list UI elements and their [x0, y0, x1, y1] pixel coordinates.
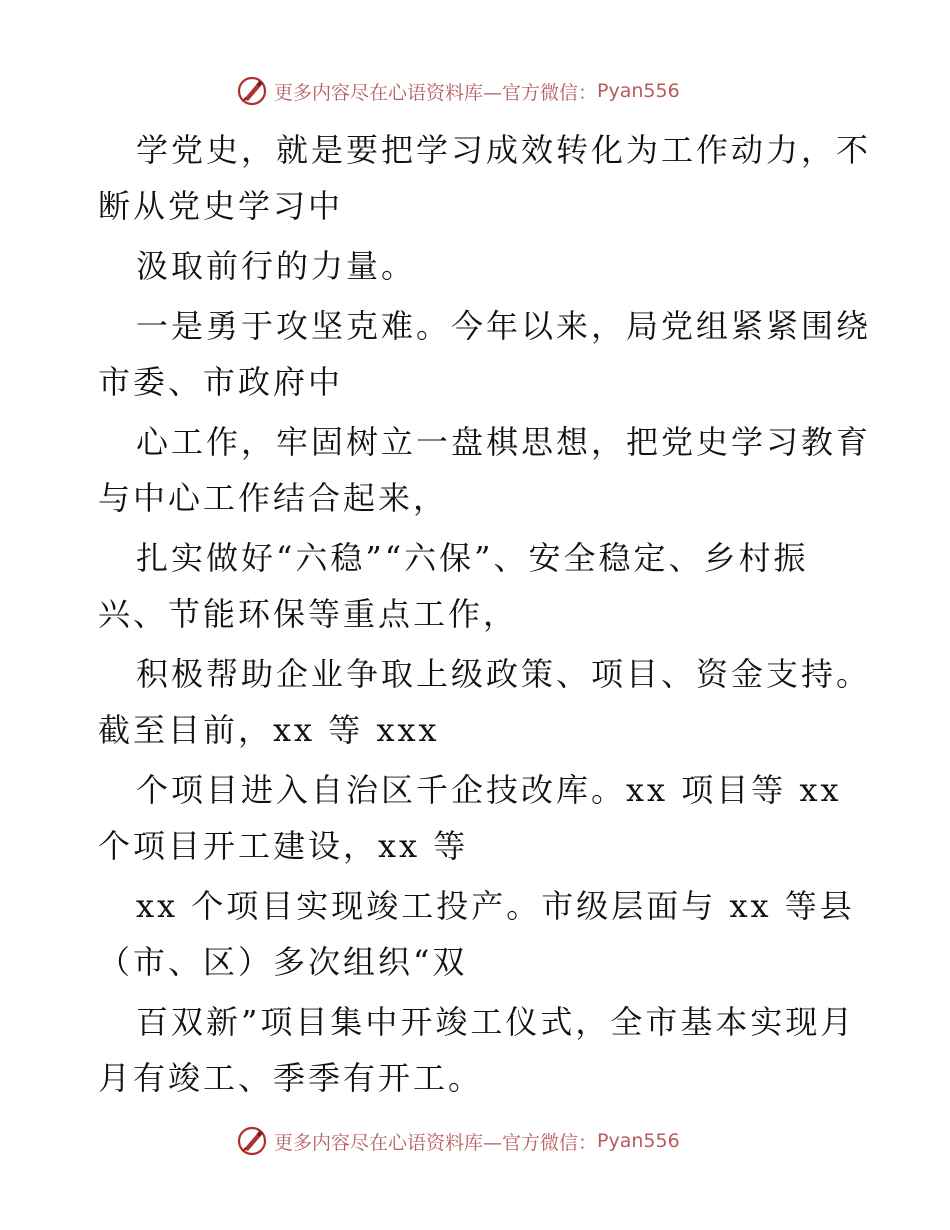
text-line: 扎实做好“六稳”“六保”、安全稳定、乡村振	[136, 539, 809, 577]
text-line: xx 个项目实现竣工投产。市级层面与 xx 等县	[136, 887, 855, 925]
text-line: 个项目开工建设，xx 等	[98, 827, 469, 865]
text-line: 与中心工作结合起来，	[98, 479, 449, 517]
text-line: 百双新”项目集中开竣工仪式，全市基本实现月	[136, 1003, 856, 1041]
text-line: 月有竣工、季季有开工。	[98, 1059, 484, 1097]
watermark-handle: Pyan556	[597, 80, 680, 102]
pen-logo-icon	[236, 75, 268, 107]
footer-watermark	[236, 1124, 680, 1158]
watermark-handle: Pyan556	[597, 1130, 680, 1152]
pen-logo-icon	[236, 1125, 268, 1157]
text-line: （市、区）多次组织“双	[98, 943, 468, 981]
text-line: 积极帮助企业争取上级政策、项目、资金支持。	[136, 655, 872, 693]
text-line: 兴、节能环保等重点工作，	[98, 595, 519, 633]
text-line: 断从党史学习中	[98, 187, 344, 225]
text-line: 截至目前，xx 等 xxx	[98, 711, 440, 749]
text-line: 汲取前行的力量。	[136, 247, 417, 285]
text-line: 一是勇于攻坚克难。今年以来，局党组紧紧围绕	[136, 307, 872, 345]
watermark-text: 更多内容尽在心语资料库—官方微信：	[274, 81, 598, 104]
text-line: 心工作，牢固树立一盘棋思想，把党史学习教育	[136, 423, 872, 461]
header-watermark	[236, 74, 680, 108]
text-line: 市委、市政府中	[98, 363, 344, 401]
text-line: 个项目进入自治区千企技改库。xx 项目等 xx	[136, 771, 842, 809]
watermark-text: 更多内容尽在心语资料库—官方微信：	[274, 1131, 598, 1154]
text-line: 学党史，就是要把学习成效转化为工作动力，不	[136, 131, 872, 169]
